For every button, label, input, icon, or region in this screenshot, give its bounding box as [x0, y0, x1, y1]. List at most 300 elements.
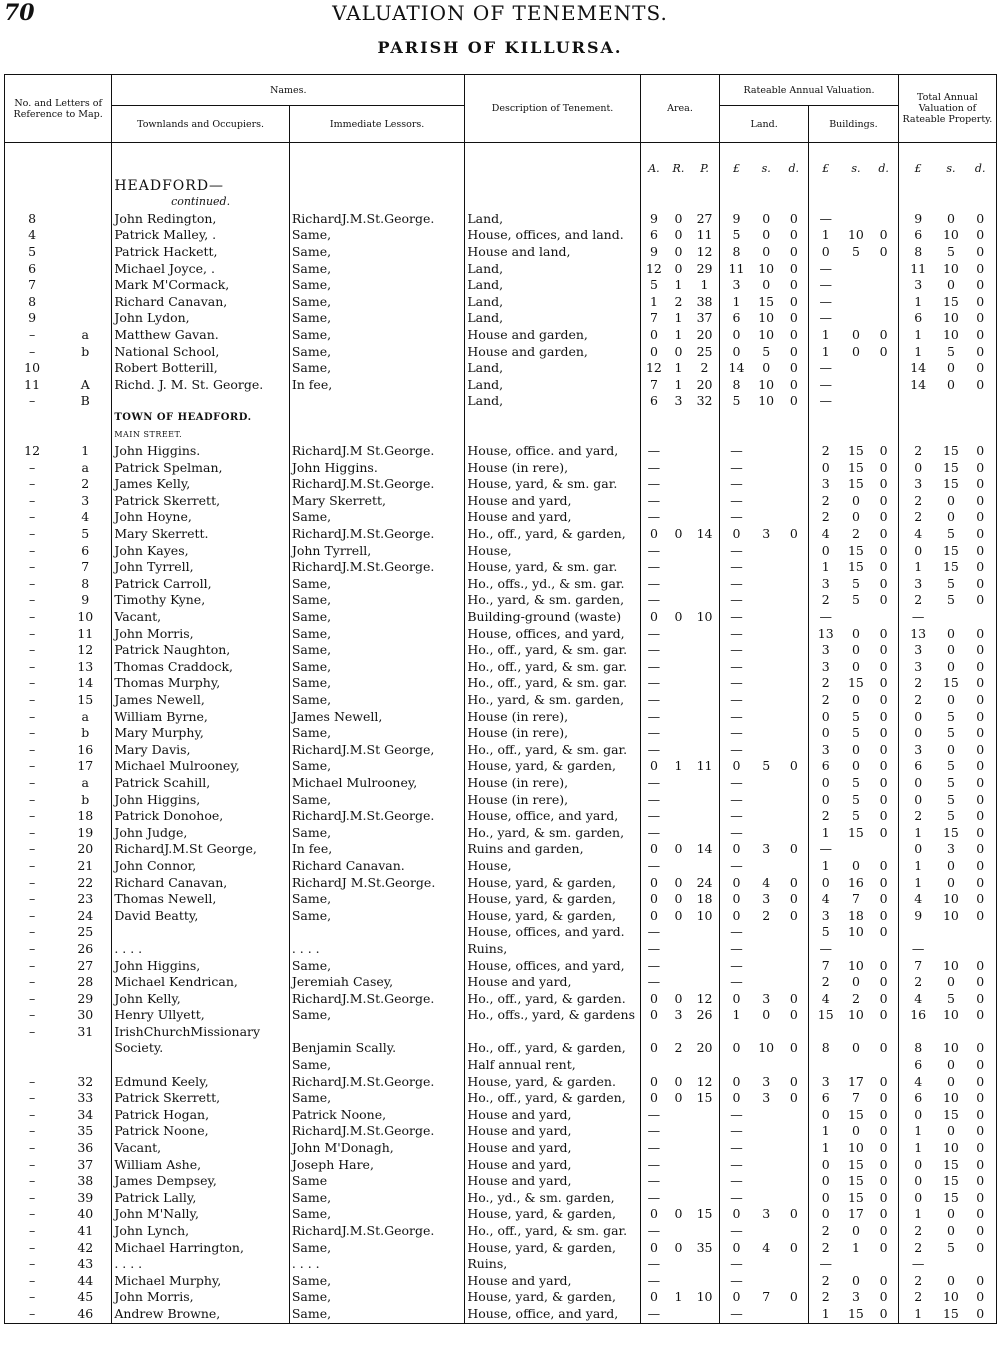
total-pence: 0: [976, 874, 985, 890]
buildings-shillings: 0: [851, 642, 860, 658]
land-shillings: [753, 1190, 780, 1207]
lessor: Same,: [289, 344, 464, 361]
total-pence: 0: [976, 243, 985, 259]
buildings-pence: [869, 841, 898, 858]
total-pence: 0: [976, 1007, 985, 1023]
land-pounds: —: [720, 642, 753, 659]
buildings-pence: 0: [879, 542, 888, 558]
area-acres: [640, 1057, 667, 1074]
description: House and yard,: [465, 1173, 640, 1190]
ref-letter: 13: [77, 658, 94, 674]
buildings-shillings: 5: [851, 791, 860, 807]
table-row: [5, 327, 997, 344]
buildings-pounds: —: [808, 393, 842, 410]
buildings-pence: 0: [879, 924, 888, 940]
occupier: Vacant,: [112, 609, 290, 626]
total-pounds: 3: [898, 659, 937, 676]
land-pence: [780, 675, 809, 692]
ref-number: –: [28, 1206, 36, 1222]
description: House, yard, & garden,: [465, 758, 640, 775]
total-pounds: 0: [898, 792, 937, 809]
buildings-pounds: 2: [808, 493, 842, 510]
land-shillings: [753, 559, 780, 576]
area-roods: 1: [674, 277, 683, 293]
land-shillings: [753, 1273, 780, 1290]
total-shillings: 10: [942, 310, 959, 326]
units-row: [5, 143, 997, 178]
total-pence: 0: [976, 708, 985, 724]
total-shillings: [938, 1024, 965, 1041]
area-roods: [667, 858, 690, 875]
occupier: Michael Harrington,: [112, 1240, 290, 1257]
ref-letter: 3: [81, 492, 90, 508]
area-acres: 12: [640, 360, 667, 377]
land-pence: [780, 1057, 809, 1074]
occupier: Edmund Keely,: [112, 1074, 290, 1091]
ref-number: –: [28, 1189, 36, 1205]
ref-number: –: [28, 808, 36, 824]
area-roods: [667, 642, 690, 659]
lessor: RichardJ.M.St.George.: [289, 808, 464, 825]
occupier: James Kelly,: [112, 476, 290, 493]
lessor: In fee,: [289, 377, 464, 394]
land-shillings: [753, 493, 780, 510]
land-shillings: [753, 709, 780, 726]
occupier: Mary Skerrett.: [112, 526, 290, 543]
land-pounds: —: [720, 576, 753, 593]
ref-number: –: [28, 1106, 36, 1122]
table-row: [5, 559, 997, 576]
total-pounds: 2: [898, 675, 937, 692]
occupier: Patrick Skerrett,: [112, 1090, 290, 1107]
area-roods: [667, 974, 690, 991]
area-roods: [667, 1157, 690, 1174]
buildings-pounds: —: [808, 841, 842, 858]
table-row: [5, 493, 997, 510]
buildings-pounds: 3: [808, 576, 842, 593]
area-perches: [690, 493, 720, 510]
area-perches: [690, 675, 720, 692]
header-buildings: Buildings.: [808, 106, 898, 143]
land-pounds: —: [720, 476, 753, 493]
table-row: [5, 592, 997, 609]
ref-letter: [59, 227, 112, 244]
area-perches: [690, 1190, 720, 1207]
occupier: Michael Joyce, .: [112, 261, 290, 278]
table-row: [5, 1273, 997, 1290]
total-pounds: 6: [898, 1057, 937, 1074]
parish-title: PARISH OF KILLURSA.: [377, 38, 623, 57]
description: House, office, and yard,: [465, 1306, 640, 1323]
land-pence: [780, 692, 809, 709]
land-shillings: 0: [762, 360, 771, 376]
land-shillings: 5: [762, 758, 771, 774]
land-pence: [780, 941, 809, 958]
townland-heading-row: [5, 178, 997, 195]
area-perches: 11: [696, 227, 713, 243]
buildings-pence: [869, 360, 898, 377]
total-pounds: 2: [898, 692, 937, 709]
ref-number: –: [28, 343, 36, 359]
occupier: John Tyrrell,: [112, 559, 290, 576]
buildings-pounds: 0: [808, 244, 842, 261]
total-shillings: 15: [942, 559, 959, 575]
ref-number: –: [28, 1223, 36, 1238]
land-pence: [780, 443, 809, 460]
area-roods: 0: [674, 526, 683, 542]
land-shillings: [753, 692, 780, 709]
buildings-pence: [869, 941, 898, 958]
buildings-pence: 0: [879, 824, 888, 840]
ref-letter: 46: [77, 1305, 94, 1321]
area-roods: 0: [674, 907, 683, 923]
area-perches: 11: [696, 758, 713, 774]
area-perches: 29: [696, 260, 713, 276]
land-pounds: 0: [720, 344, 753, 361]
total-pence: 0: [976, 476, 985, 492]
land-pence: [780, 626, 809, 643]
area-perches: [690, 476, 720, 493]
total-shillings: 0: [946, 1223, 955, 1238]
land-pounds: —: [720, 1190, 753, 1207]
ref-number: –: [28, 924, 36, 940]
buildings-pounds: —: [808, 261, 842, 278]
land-pounds: —: [720, 958, 753, 975]
total-pounds: 14: [898, 377, 937, 394]
land-pounds: —: [720, 592, 753, 609]
lessor: Michael Mulrooney,: [289, 775, 464, 792]
buildings-pence: [869, 609, 898, 626]
area-acres: 0: [640, 1074, 667, 1091]
area-acres: 5: [640, 277, 667, 294]
total-pounds: —: [898, 609, 937, 626]
lessor: RichardJ.M.St.George.: [289, 559, 464, 576]
land-pence: [780, 592, 809, 609]
ref-number: –: [28, 692, 36, 707]
occupier: Patrick Malley, .: [112, 227, 290, 244]
description: Land,: [465, 393, 640, 410]
buildings-shillings: [843, 261, 870, 278]
ref-number: 9: [28, 310, 37, 326]
land-pence: [780, 1223, 809, 1240]
area-roods: 0: [674, 227, 683, 243]
lessor: Same,: [289, 592, 464, 609]
buildings-shillings: 0: [851, 692, 860, 707]
land-shillings: [753, 825, 780, 842]
buildings-pence: [869, 277, 898, 294]
buildings-pounds: 0: [808, 792, 842, 809]
total-pence: 0: [976, 1223, 985, 1238]
buildings-pence: 0: [879, 1090, 888, 1106]
buildings-shillings: 10: [847, 227, 864, 243]
land-pence: [780, 808, 809, 825]
total-pence: 0: [976, 1156, 985, 1172]
total-shillings: 15: [942, 675, 959, 691]
ref-letter: 2: [81, 476, 90, 492]
land-pounds: —: [720, 792, 753, 809]
ref-number: –: [28, 791, 36, 807]
buildings-pounds: 13: [808, 626, 842, 643]
buildings-pounds: 4: [808, 991, 842, 1008]
area-acres: —: [640, 1306, 667, 1323]
buildings-pounds: 15: [808, 1007, 842, 1024]
buildings-shillings: 7: [851, 1090, 860, 1106]
area-perches: 14: [696, 526, 713, 542]
total-pence: 0: [976, 293, 985, 309]
area-roods: 0: [674, 874, 683, 890]
buildings-pounds: —: [808, 211, 842, 228]
ref-letter: 41: [77, 1223, 94, 1238]
area-acres: —: [640, 543, 667, 560]
land-shillings: [753, 1057, 780, 1074]
land-pounds: 5: [720, 393, 753, 410]
total-shillings: 5: [946, 808, 955, 824]
area-roods: [667, 958, 690, 975]
buildings-pounds: 2: [808, 808, 842, 825]
table-row: [5, 642, 997, 659]
land-shillings: 3: [762, 526, 771, 542]
header-townlands: Townlands and Occupiers.: [112, 106, 290, 143]
lessor: Patrick Noone,: [289, 1107, 464, 1124]
land-pence: [780, 958, 809, 975]
buildings-pounds: 2: [808, 1273, 842, 1290]
ref-letter: 12: [77, 642, 94, 658]
area-perches: 26: [696, 1007, 713, 1023]
occupier: [112, 924, 290, 941]
buildings-pounds: 0: [808, 725, 842, 742]
lessor: RichardJ.M.St.George.: [289, 991, 464, 1008]
total-pence: 0: [976, 990, 985, 1006]
land-pounds: 0: [720, 526, 753, 543]
town-heading: TOWN OF HEADFORD.: [112, 410, 290, 427]
total-pounds: 1: [898, 825, 937, 842]
ref-letter: 23: [77, 891, 94, 907]
land-pounds: —: [720, 1157, 753, 1174]
lessor: Same,: [289, 891, 464, 908]
occupier: Thomas Craddock,: [112, 659, 290, 676]
description: Ho., off., yard, & sm. gar.: [465, 659, 640, 676]
buildings-shillings: 0: [851, 974, 860, 990]
buildings-shillings: 5: [851, 708, 860, 724]
buildings-shillings: [843, 360, 870, 377]
total-shillings: 10: [942, 260, 959, 276]
area-perches: [690, 742, 720, 759]
area-perches: 14: [696, 841, 713, 857]
total-pounds: 8: [898, 1040, 937, 1057]
buildings-pounds: —: [808, 277, 842, 294]
land-pounds: —: [720, 1223, 753, 1240]
total-shillings: 5: [946, 592, 955, 608]
description: House, offices, and yard,: [465, 626, 640, 643]
area-acres: —: [640, 1223, 667, 1240]
land-shillings: [753, 1123, 780, 1140]
land-shillings: [753, 659, 780, 676]
table-row: [5, 1107, 997, 1124]
total-pounds: 4: [898, 891, 937, 908]
occupier: John Judge,: [112, 825, 290, 842]
area-roods: 3: [674, 1007, 683, 1023]
ref-letter: 10: [77, 609, 94, 625]
ref-number: –: [28, 492, 36, 508]
description: Land,: [465, 310, 640, 327]
total-pounds: 1: [898, 1123, 937, 1140]
total-pounds: 16: [898, 1007, 937, 1024]
land-pounds: —: [720, 543, 753, 560]
total-pence: 0: [976, 1239, 985, 1255]
land-pounds: —: [720, 509, 753, 526]
total-shillings: [938, 609, 965, 626]
buildings-pence: 0: [879, 774, 888, 790]
ref-number: –: [28, 609, 36, 625]
land-pence: 0: [789, 343, 798, 359]
description: House, office, and yard,: [465, 808, 640, 825]
land-pence: [780, 792, 809, 809]
area-roods: [667, 1107, 690, 1124]
ref-letter: [59, 1057, 112, 1074]
area-roods: [667, 825, 690, 842]
table-row: [5, 1057, 997, 1074]
land-pence: [780, 775, 809, 792]
area-roods: [667, 1223, 690, 1240]
unit-land-pounds: £: [720, 143, 753, 178]
land-pence: [780, 1190, 809, 1207]
total-shillings: 5: [946, 774, 955, 790]
lessor: In fee,: [289, 841, 464, 858]
header-description: Description of Tenement.: [465, 75, 640, 143]
total-shillings: 15: [942, 459, 959, 475]
lessor: RichardJ.M.St.George.: [289, 476, 464, 493]
buildings-shillings: [843, 841, 870, 858]
land-pence: [780, 1123, 809, 1140]
land-pounds: —: [720, 1273, 753, 1290]
area-roods: [667, 1123, 690, 1140]
ref-letter: 15: [77, 692, 94, 707]
land-pence: [780, 742, 809, 759]
total-pounds: 2: [898, 592, 937, 609]
buildings-shillings: 15: [847, 459, 864, 475]
ref-number: –: [28, 907, 36, 923]
ref-number: 11: [24, 376, 41, 392]
area-acres: 0: [640, 344, 667, 361]
land-pounds: 0: [720, 875, 753, 892]
ref-letter: 1: [81, 443, 90, 459]
buildings-shillings: 15: [847, 1189, 864, 1205]
land-pence: 0: [789, 277, 798, 293]
total-pence: 0: [976, 1040, 985, 1056]
land-pence: 0: [789, 891, 798, 907]
buildings-pence: 0: [879, 1156, 888, 1172]
land-pounds: 1: [720, 294, 753, 311]
area-perches: [690, 659, 720, 676]
ref-number: –: [28, 741, 36, 757]
total-pence: 0: [976, 1057, 985, 1073]
land-pounds: —: [720, 675, 753, 692]
buildings-pence: 0: [879, 1305, 888, 1321]
description: Ho., yard, & sm. garden,: [465, 692, 640, 709]
buildings-pounds: 3: [808, 642, 842, 659]
total-pounds: —: [898, 1256, 937, 1273]
area-perches: [690, 1024, 720, 1041]
occupier: William Ashe,: [112, 1157, 290, 1174]
description: House and land,: [465, 244, 640, 261]
ref-number: –: [28, 1123, 36, 1139]
lessor: Same,: [289, 1090, 464, 1107]
total-shillings: 0: [946, 1206, 955, 1222]
area-perches: 37: [696, 310, 713, 326]
area-acres: —: [640, 808, 667, 825]
townland-note-row: [5, 194, 997, 211]
land-pounds: —: [720, 1140, 753, 1157]
description: Land,: [465, 360, 640, 377]
buildings-pence: 0: [879, 957, 888, 973]
description: House and yard,: [465, 1140, 640, 1157]
description: Land,: [465, 277, 640, 294]
occupier: James Dempsey,: [112, 1173, 290, 1190]
total-shillings: 0: [946, 1123, 955, 1139]
occupier: John Connor,: [112, 858, 290, 875]
table-row: [5, 659, 997, 676]
total-pounds: 2: [898, 443, 937, 460]
land-shillings: [753, 460, 780, 477]
lessor: Same,: [289, 360, 464, 377]
total-pounds: 0: [898, 725, 937, 742]
buildings-shillings: 7: [851, 891, 860, 907]
buildings-shillings: 15: [847, 675, 864, 691]
ref-letter: 27: [77, 957, 94, 973]
buildings-pounds: —: [808, 360, 842, 377]
land-pence: [780, 1107, 809, 1124]
lessor: Same,: [289, 1057, 464, 1074]
land-pounds: —: [720, 609, 753, 626]
total-shillings: 5: [946, 575, 955, 591]
occupier: John Lynch,: [112, 1223, 290, 1240]
land-pounds: 3: [720, 277, 753, 294]
description: House, offices, and land.: [465, 227, 640, 244]
unit-bld-pounds: £: [808, 143, 842, 178]
ref-number: –: [28, 1305, 36, 1321]
land-pounds: 0: [720, 1206, 753, 1223]
area-perches: [690, 543, 720, 560]
occupier: John Kelly,: [112, 991, 290, 1008]
table-row: [5, 626, 997, 643]
lessor: RichardJ.M.St.George.: [289, 211, 464, 228]
ref-number: –: [28, 1239, 36, 1255]
land-pence: 0: [789, 990, 798, 1006]
total-pence: [964, 1256, 996, 1273]
total-pence: 0: [976, 1123, 985, 1139]
buildings-pounds: 5: [808, 924, 842, 941]
area-perches: [690, 958, 720, 975]
lessor: Same,: [289, 227, 464, 244]
area-perches: 20: [696, 326, 713, 342]
total-pence: 0: [976, 1106, 985, 1122]
area-roods: 1: [674, 310, 683, 326]
lessor: Same,: [289, 1190, 464, 1207]
land-pounds: —: [720, 1173, 753, 1190]
buildings-shillings: 0: [851, 857, 860, 873]
buildings-shillings: 5: [851, 725, 860, 741]
area-acres: —: [640, 592, 667, 609]
land-pounds: 1: [720, 1007, 753, 1024]
area-perches: 12: [696, 1073, 713, 1089]
table-row: [5, 742, 997, 759]
area-perches: [690, 692, 720, 709]
buildings-pence: [869, 310, 898, 327]
total-shillings: 0: [946, 692, 955, 707]
ref-letter: [59, 360, 112, 377]
buildings-shillings: 0: [851, 1040, 860, 1056]
area-perches: [690, 924, 720, 941]
